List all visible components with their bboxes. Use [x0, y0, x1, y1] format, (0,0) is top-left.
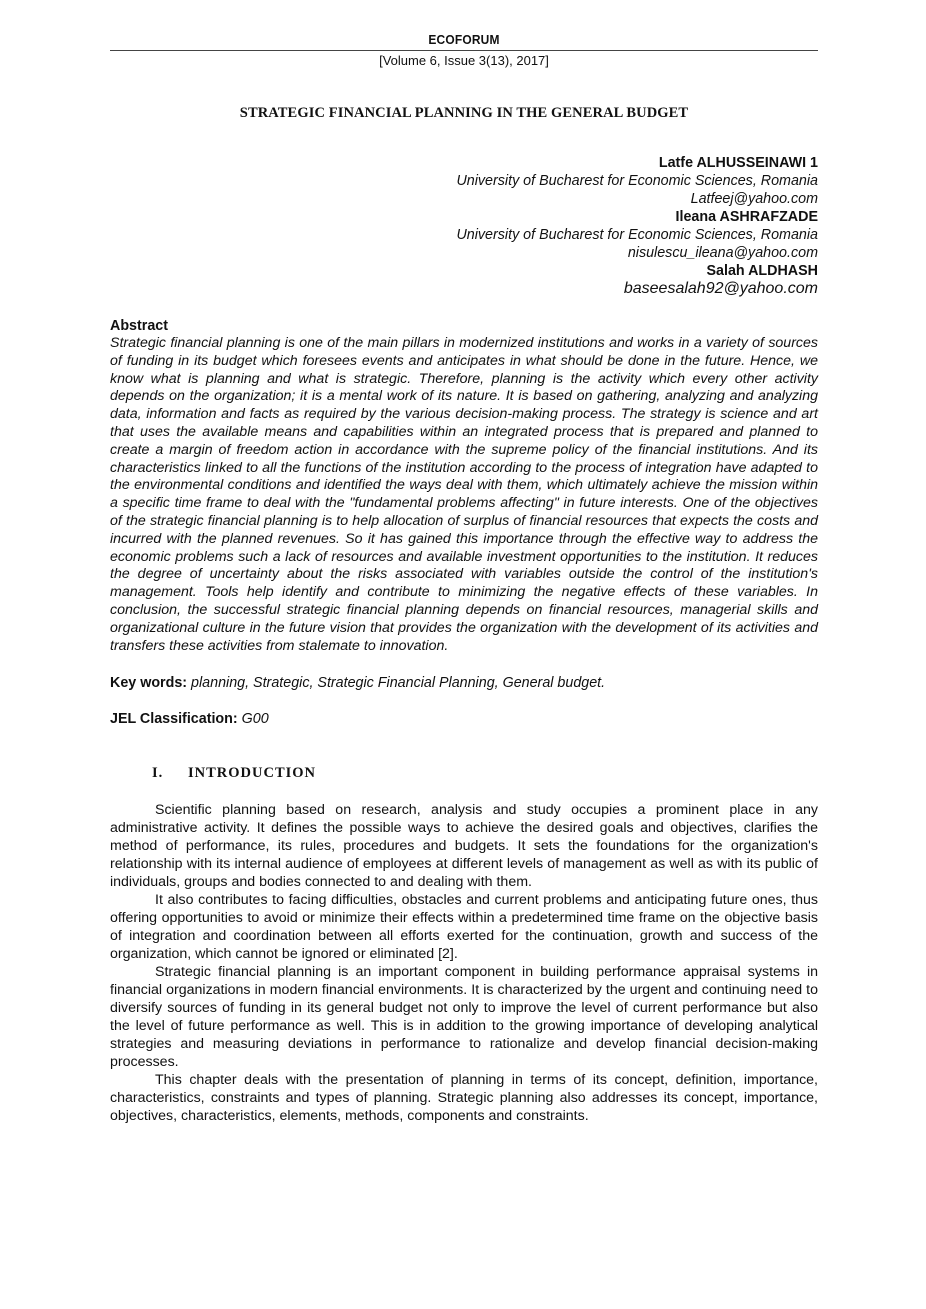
section-heading [152, 765, 316, 782]
body-paragraph: This chapter deals with the presentation of planning in terms of its concept, definition, importance, characteristics, constraints and types of planning. Strategic planning also addresses its concept, importance, objectives, characteristics, elements, methods, components and constraints. [110, 1072, 818, 1124]
abstract-text: Strategic financial planning is one of the main pillars in modernized institutions and works in a variety of sources of funding in its budget which foresees events and anticipates in what should be done in the future. Hence, we know what is planning and what is strategic. Therefore, planning is the activity which every other activity depends on the organization; it is a mental work of its nature. It is based on gathering, analyzing and analyzing data, information and facts as required by the various decision-making process. The strategy is science and art that uses the available means and capabilities within an integrated process that is prepared and planned to create a margin of freedom action in accordance with the supreme policy of the financial institutions. And its characteristics linked to all the functions of the institution according to the process of integration have adapted to the environmental conditions and identified the ways deal with them, which ultimately achieve the mission within a specific time frame to deal with the "fundamental problems affecting" in future interests. One of the objectives of the strategic financial planning is to help allocation of surplus of financial resources that expects the costs and incurred with the planned revenues. So it has gained this importance through the effective way to address the economic problems such a lack of resources and available investment opportunities to the institution. It reduces the degree of uncertainty about the risks associated with variables outside the control of the institution's management. Tools help identify and contribute to minimizing the negative effects of these variables. In conclusion, the successful strategic financial planning depends on financial resources, managerial skills and organizational culture in the future vision that provides the organization with the development of its activities and transfers these activities from stalemate to innovation. [110, 335, 818, 654]
body-paragraph: Scientific planning based on research, analysis and study occupies a prominent place in any administrative activity. It defines the possible ways to achieve the desired goals and objectives, clarifies the method of performance, its rules, procedures and budgets. It sets the foundations for the organization's relationship with its internal audience of employees at different levels of management as well as with its public of individuals, groups and bodies connected to and dealing with them. [110, 802, 818, 890]
paper-title: STRATEGIC FINANCIAL PLANNING IN THE GENERAL BUDGET [239, 105, 689, 121]
author-name: Salah ALDHASH [706, 263, 818, 279]
keywords-line [110, 675, 818, 691]
journal-name: ECOFORUM [428, 32, 500, 47]
body-paragraph: Strategic financial planning is an important component in building performance appraisal systems in financial organizations in modern financial environments. It is characterized by the urgent and continuing need to diversify sources of funding in its general budget not only to improve the level of current performance but also the level of future performance as well. This is in addition to the growing importance of developing analytical strategies and measuring deviations in performance to rationalize and develop financial decision-making processes. [110, 964, 818, 1070]
author-name: Latfe ALHUSSEINAWI 1 [658, 155, 818, 171]
jel-label: JEL Classification: [110, 711, 238, 727]
author-block [398, 154, 818, 298]
author-affiliation: University of Bucharest for Economic Sciences, Romania [456, 173, 818, 189]
keywords-value: planning, Strategic, Strategic Financial Planning, General budget. [191, 675, 606, 691]
issue-info: [Volume 6, Issue 3(13), 2017] [379, 53, 549, 68]
author-affiliation: University of Bucharest for Economic Sciences, Romania [456, 227, 818, 243]
abstract-heading: Abstract [110, 318, 168, 334]
jel-line [110, 711, 818, 727]
author-email: nisulescu_ileana@yahoo.com [627, 245, 818, 261]
section-body [110, 801, 818, 1125]
jel-value: G00 [241, 711, 269, 727]
header-rule [110, 50, 818, 51]
author-email: baseesalah92@yahoo.com [623, 280, 818, 297]
body-paragraph: It also contributes to facing difficulties, obstacles and current problems and anticipating future ones, thus offering opportunities to avoid or minimize their effects within a predetermined time frame on the objective basis of integration and coordination between all efforts exerted for the continuation, growth and success of the organization, which cannot be ignored or eliminated [2]. [110, 892, 818, 962]
author-name: Ileana ASHRAFZADE [675, 209, 818, 225]
author-email: Latfeej@yahoo.com [690, 191, 818, 207]
section-number: I. [152, 765, 164, 781]
keywords-label: Key words: [110, 675, 188, 691]
section-title: INTRODUCTION [188, 765, 317, 781]
